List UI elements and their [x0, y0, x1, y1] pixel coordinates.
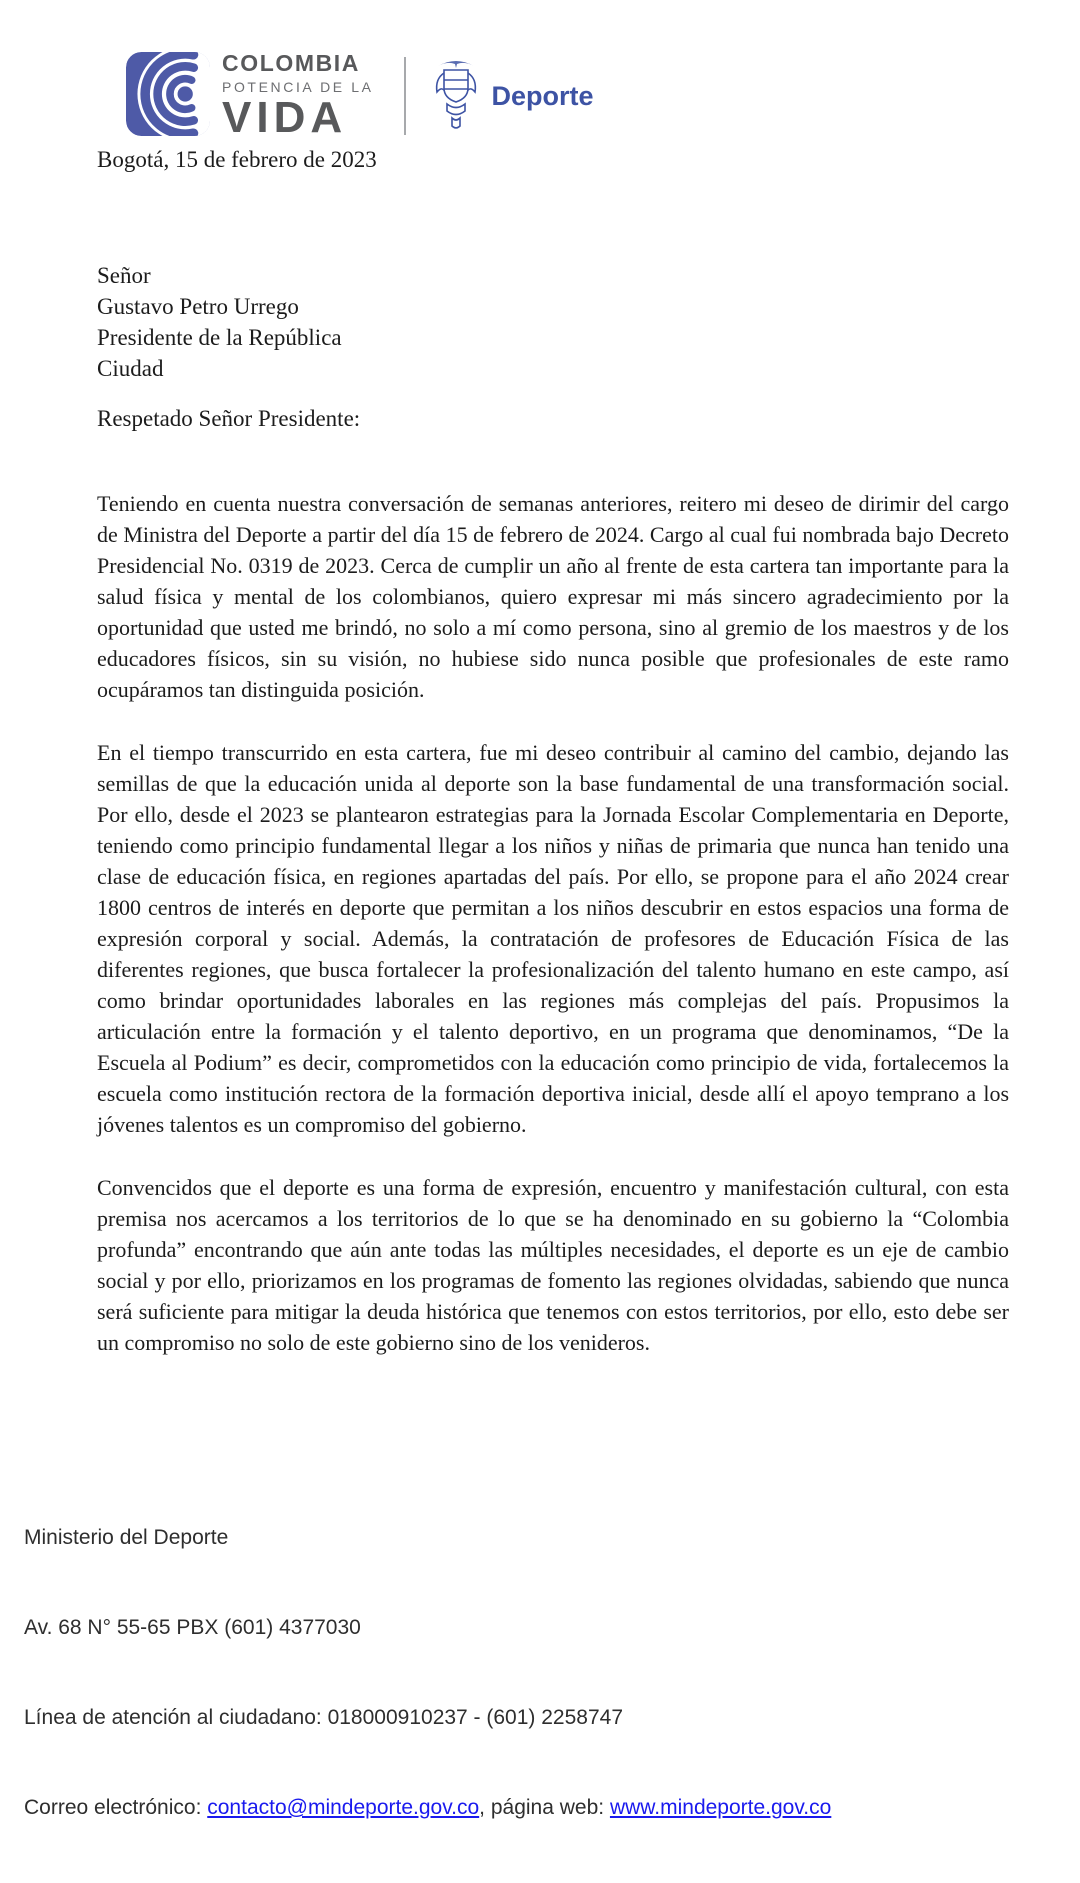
header-logo-bar: [126, 52, 594, 140]
page-footer: [24, 1463, 831, 1883]
colombia-potencia-vida-logo-icon: [126, 52, 210, 141]
footer-web-link[interactable]: www.mindeporte.gov.co: [609, 1796, 832, 1819]
footer-email-link[interactable]: contacto@mindeporte.gov.co: [207, 1796, 480, 1819]
footer-contact-line: [24, 1793, 831, 1823]
recipient-name: Gustavo Petro Urrego: [97, 294, 299, 319]
ministry-logo: [432, 56, 594, 137]
footer-email-label: Correo electrónico:: [24, 1796, 208, 1819]
recipient-block: [97, 260, 342, 384]
footer-phone-line: Línea de atención al ciudadano: 018000910237 - (601) 2258747: [24, 1706, 624, 1729]
recipient-title: Señor: [97, 263, 151, 288]
paragraph-3: Convencidos que el deporte es una forma de expresión, encuentro y manifestación cultural, con esta premisa nos acercamos a los territorios de lo que se ha denominado en su gobierno la “Colombia profunda” encontrando que aún ante todas las múltiples necesidades, el deporte es un eje de cambio social y por ello, priorizamos en los programas de fomento las regiones olvidadas, sabiendo que nunca será suficiente para mitigar la deuda histórica que tenemos con estos territorios, por ello, esto debe ser un compromiso no solo de este gobierno sino de los venideros.: [97, 1175, 1009, 1355]
deporte-label: Deporte: [491, 80, 594, 111]
footer-web-label: , página web:: [479, 1796, 610, 1819]
coat-of-arms-icon: [432, 56, 480, 137]
letter-date: Bogotá, 15 de febrero de 2023: [97, 147, 377, 172]
paragraph-2: En el tiempo transcurrido en esta cartera, fue mi deseo contribuir al camino del cambio, dejando las semillas de que la educación unida al deporte son la base fundamental de una transformación social. Por ello, desde el 2023 se plantearon estrategias para la Jornada Escolar Complementaria en Deporte, teniendo como principio fundamental llegar a los niños y niñas de primaria que nunca han tenido una clase de educación física, en regiones apartadas del país. Por ello, se propone para el año 2024 crear 1800 centros de interés en deporte que permitan a los niños descubrir en estos espacios una forma de expresión corporal y social. Además, la contratación de profesores de Educación Física de las diferentes regiones, que busca fortalecer la profesionalización del talento humano en este campo, así como brindar oportunidades laborales en las regiones más complejas del país. Propusimos la articulación entre la formación y el talento deportivo, en un programa que denominamos, “De la Escuela al Podium” es decir, comprometidos con la educación como principio de vida, fortalecemos la escuela como institución rectora de la formación deportiva inicial, desde allí el apoyo temprano a los jóvenes talentos es un compromiso del gobierno.: [97, 740, 1009, 1137]
salutation: Respetado Señor Presidente:: [97, 406, 361, 431]
recipient-city: Ciudad: [97, 356, 164, 381]
brand-line-vida: VIDA: [222, 93, 348, 142]
footer-org: Ministerio del Deporte: [24, 1526, 229, 1549]
brand-line-colombia: COLOMBIA: [222, 50, 361, 76]
paragraph-1: Teniendo en cuenta nuestra conversación de semanas anteriores, reitero mi deseo de dirimir del cargo de Ministra del Deporte a partir del día 15 de febrero de 2024. Cargo al cual fui nombrada bajo Decreto Presidencial No. 0319 de 2023. Cerca de cumplir un año al frente de esta cartera tan importante para la salud física y mental de los colombianos, quiero expresar mi más sincero agradecimiento por la oportunidad que usted me brindó, no solo a mí como persona, sino al gremio de los maestros y de los educadores físicos, sin su visión, no hubiese sido nunca posible que profesionales de este ramo ocupáramos tan distinguida posición.: [97, 491, 1009, 702]
letter-body: [97, 488, 1009, 1390]
logo-divider: [404, 57, 406, 135]
recipient-role: Presidente de la República: [97, 325, 342, 350]
brand-wordmark: [222, 52, 374, 140]
footer-address: Av. 68 N° 55-65 PBX (601) 4377030: [24, 1616, 361, 1639]
brand-line-potencia: POTENCIA DE LA: [222, 79, 374, 95]
